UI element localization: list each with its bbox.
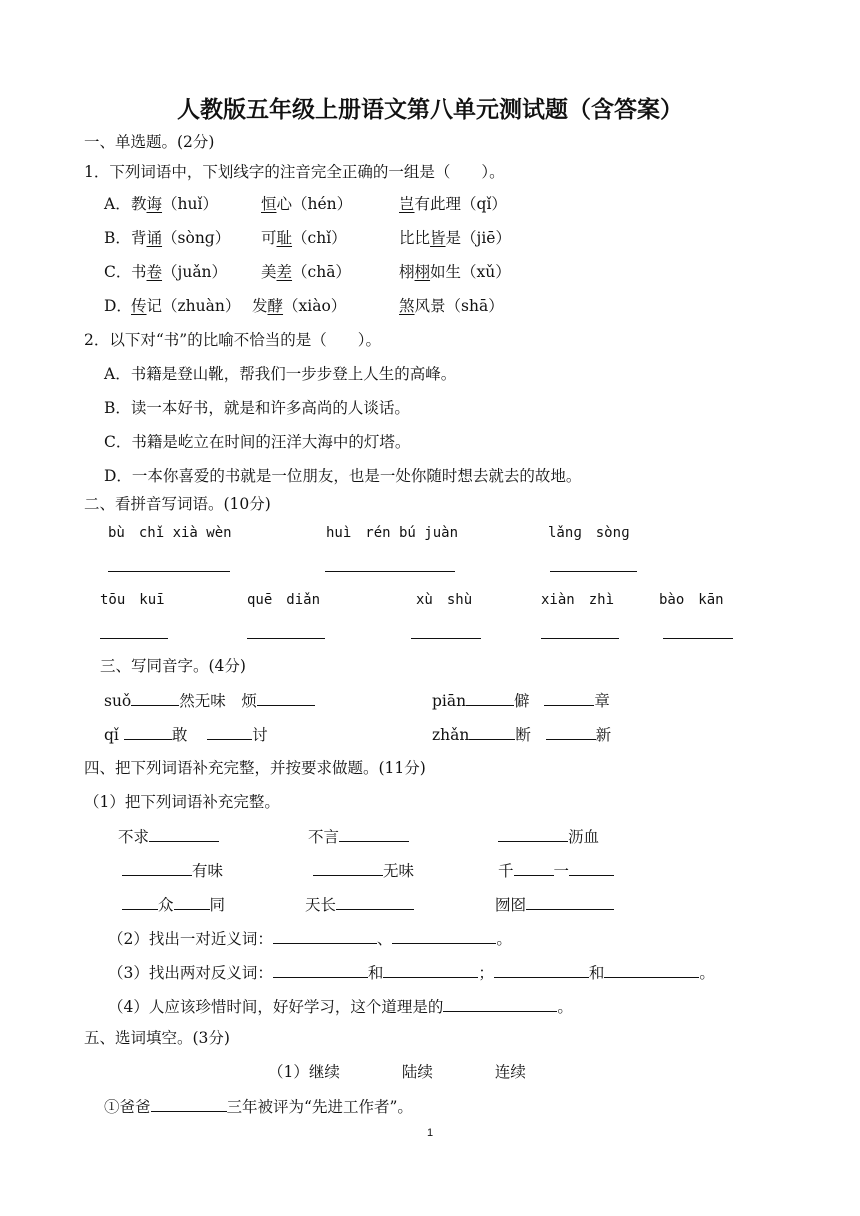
question-1-2: 2．以下对“书”的比喻不恰当的是（ ）。 xyxy=(84,331,381,349)
blank[interactable] xyxy=(526,894,614,910)
blank[interactable] xyxy=(514,860,554,876)
blank[interactable] xyxy=(313,860,383,876)
fill-word: 囫囵 xyxy=(495,894,614,915)
fill-word: 众 同 xyxy=(122,894,225,915)
blank[interactable] xyxy=(131,690,179,706)
homophone-row-2: qǐ 敢 讨 xyxy=(104,726,268,744)
sub-question-4: （4）人应该珍惜时间，好好学习，这个道理是的 。 xyxy=(108,998,573,1016)
homophone-row-2b: zhǎn 断 新 xyxy=(432,726,612,744)
answer-line[interactable] xyxy=(325,571,455,572)
page-title: 人教版五年级上册语文第八单元测试题（含答案） xyxy=(177,97,683,123)
fill-word: 不言 xyxy=(308,826,409,847)
blank[interactable] xyxy=(392,928,496,944)
pinyin-3: lǎnɡ sònɡ xyxy=(548,525,630,541)
blank[interactable] xyxy=(339,826,409,842)
pinyin-2: huì rén bú juàn xyxy=(326,525,459,541)
fill-sentence-1: ①爸爸 三年被评为“先进工作者”。 xyxy=(104,1098,413,1116)
answer-line[interactable] xyxy=(100,638,168,639)
question-1-1: 1．下列词语中，下划线字的注音完全正确的一组是（ ）。 xyxy=(84,163,505,181)
blank[interactable] xyxy=(124,724,172,740)
blank[interactable] xyxy=(494,962,589,978)
homophone-row-1b: piān 僻 章 xyxy=(432,692,610,710)
blank[interactable] xyxy=(122,894,158,910)
homophone-row-1: suǒ 然无味 烦 xyxy=(104,690,315,711)
answer-line[interactable] xyxy=(411,638,481,639)
fill-word: 无味 xyxy=(313,860,414,881)
blank[interactable] xyxy=(174,894,210,910)
blank[interactable] xyxy=(498,826,568,842)
q2-option-d: D．一本你喜爱的书就是一位朋友，也是一处你随时想去就去的故地。 xyxy=(104,467,582,485)
fill-word: 天长 xyxy=(305,894,414,915)
blank[interactable] xyxy=(149,826,219,842)
section-4-heading: 四、把下列词语补充完整，并按要求做题。(11分) xyxy=(84,759,426,777)
blank[interactable] xyxy=(604,962,699,978)
q2-option-b: B．读一本好书，就是和许多高尚的人谈话。 xyxy=(104,399,410,417)
pinyin-5: quē diǎn xyxy=(247,592,321,608)
blank[interactable] xyxy=(257,690,315,706)
blank[interactable] xyxy=(443,996,557,1012)
blank[interactable] xyxy=(544,690,594,706)
fill-word: 有味 xyxy=(122,860,223,881)
blank[interactable] xyxy=(469,724,515,740)
blank[interactable] xyxy=(466,690,514,706)
page-number: 1 xyxy=(426,1127,434,1139)
pinyin-1: bù chǐ xià wèn xyxy=(108,525,232,541)
section-2-heading: 二、看拼音写词语。(10分) xyxy=(84,495,271,513)
section-3-heading: 三、写同音字。(4分) xyxy=(100,657,246,675)
pinyin-8: bào kān xyxy=(659,592,724,608)
pinyin-4: tōu kuī xyxy=(100,592,165,608)
answer-line[interactable] xyxy=(108,571,230,572)
sub-question-3: （3）找出两对反义词： 和 ； 和 。 xyxy=(108,964,715,982)
pinyin-7: xiàn zhì xyxy=(541,592,615,608)
fill-word: 千 一 xyxy=(498,860,614,881)
blank[interactable] xyxy=(273,962,368,978)
blank[interactable] xyxy=(336,894,414,910)
blank[interactable] xyxy=(122,860,192,876)
word-options: （1）继续 陆续 连续 xyxy=(268,1063,526,1081)
answer-line[interactable] xyxy=(663,638,733,639)
blank[interactable] xyxy=(273,928,377,944)
pinyin-6: xù shù xyxy=(416,592,473,608)
answer-line[interactable] xyxy=(541,638,619,639)
q2-option-a: A．书籍是登山靴，帮我们一步步登上人生的高峰。 xyxy=(104,365,457,383)
blank[interactable] xyxy=(569,860,614,876)
sub-question-1: （1）把下列词语补充完整。 xyxy=(84,793,280,811)
sub-question-2: （2）找出一对近义词： 、 。 xyxy=(108,930,512,948)
section-5-heading: 五、选词填空。(3分) xyxy=(84,1029,230,1047)
blank[interactable] xyxy=(151,1096,227,1112)
q2-option-c: C．书籍是屹立在时间的汪洋大海中的灯塔。 xyxy=(104,433,411,451)
fill-word: 不求 xyxy=(118,826,219,847)
answer-line[interactable] xyxy=(550,571,637,572)
blank[interactable] xyxy=(546,724,596,740)
section-1-heading: 一、单选题。(2分) xyxy=(84,133,215,151)
fill-word: 沥血 xyxy=(498,826,599,847)
blank[interactable] xyxy=(207,724,252,740)
blank[interactable] xyxy=(383,962,478,978)
answer-line[interactable] xyxy=(247,638,325,639)
